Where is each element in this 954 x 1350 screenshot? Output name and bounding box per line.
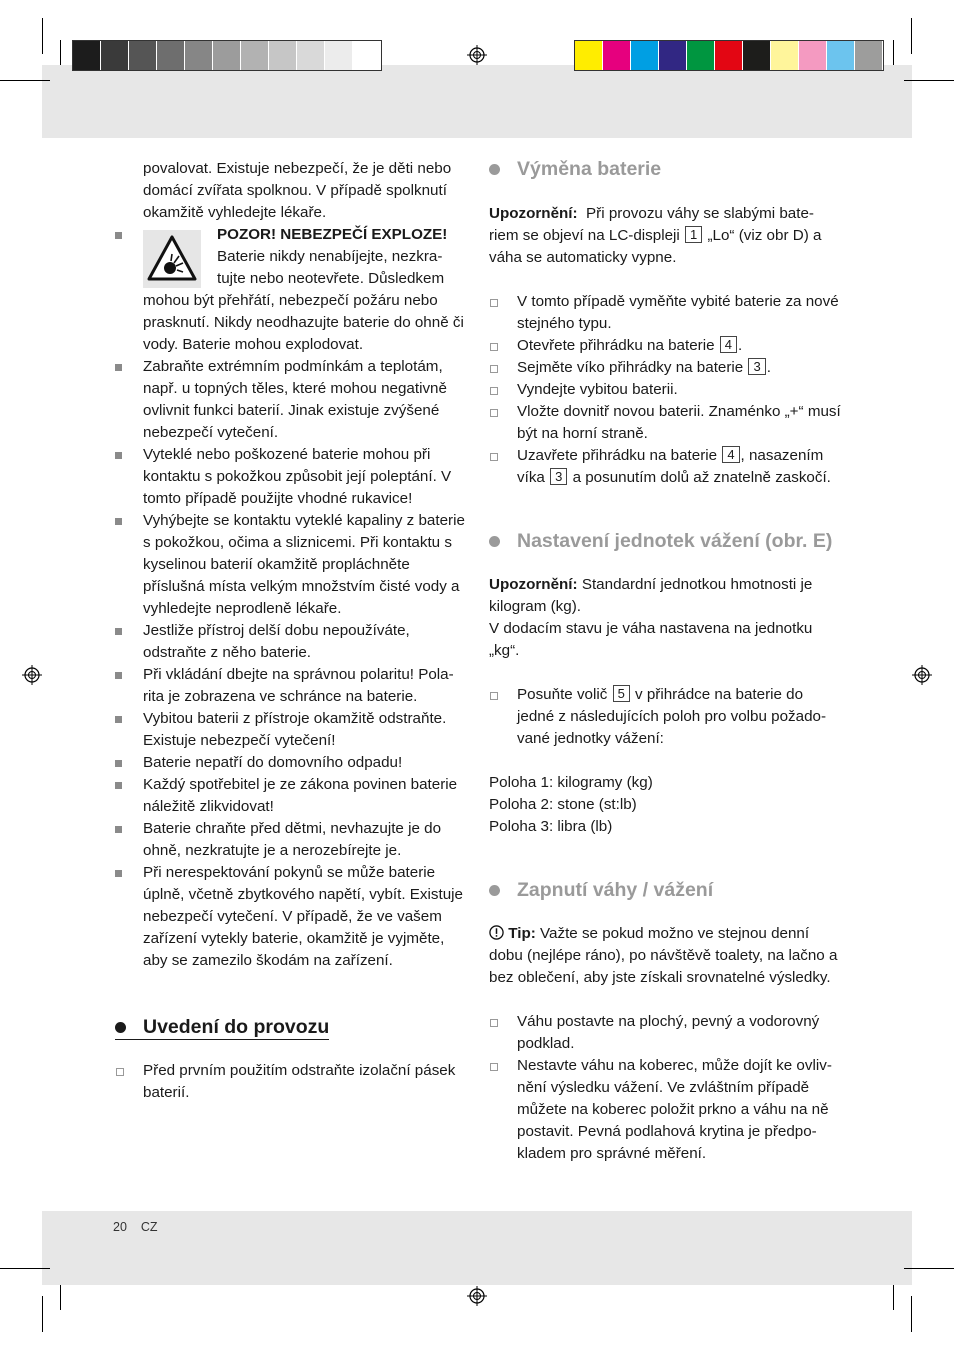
explosion-warning-icon <box>143 230 201 288</box>
step: Nestavte váhu na koberec, může dojít ke ovliv-nění výsledku vážení. Ve zvláštním případě můžete na koberec položit prkno a váhu na ně postavit. Pevná podlahová krytina je předpo-kladem pro správné měření. <box>489 1055 841 1165</box>
page-number: 20 <box>113 1220 127 1234</box>
color-swatch <box>799 41 827 70</box>
color-swatch <box>297 41 325 70</box>
crop-mark <box>60 40 61 65</box>
color-swatch <box>743 41 771 70</box>
color-swatch <box>855 41 883 70</box>
list-item: Baterie chraňte před dětmi, nevhazujte je do ohně, nezkratujte je a nerozebírejte je. <box>115 818 468 862</box>
list-item: Při nerespektování pokynů se může baterie úplně, včetně zbytkového napětí, vybít. Existuje nebezpečí vytečení. V případě, že ve vašem zařízení vytekly baterie, okamžitě je vyjměte, aby se zamezilo škodám na zařízení. <box>115 862 468 972</box>
crop-mark <box>904 80 954 81</box>
crop-mark <box>911 18 912 54</box>
step: Váhu postavte na plochý, pevný a vodorovný podklad. <box>489 1011 841 1055</box>
weighing-steps <box>489 1011 841 1165</box>
unit-position: Poloha 3: libra (lb) <box>489 818 613 835</box>
unit-positions <box>489 772 841 838</box>
gray-color-bar <box>72 40 382 71</box>
list-item: Vyhýbejte se kontaktu vyteklé kapaliny z baterie s pokožkou, očima a sliznicemi. Při kontaktu s kyselinou baterií okamžitě propláchněte příslušná místa velkým množstvím čisté vody a vyhledejte neprodleně lékaře. <box>115 510 468 620</box>
registration-mark-icon <box>467 45 487 65</box>
warning-title: POZOR! NEBEZPEČÍ EXPLOZE! <box>217 226 448 243</box>
note-battery <box>489 203 841 269</box>
color-swatch <box>603 41 631 70</box>
crop-mark <box>893 1285 894 1310</box>
list-item: Vyteklé nebo poškozené baterie mohou při kontaktu s pokožkou způsobit její poleptání. V tomto případě použijte vhodné rukavice! <box>115 444 468 510</box>
registration-mark-icon <box>912 665 932 685</box>
unit-position: Poloha 1: kilogramy (kg) <box>489 774 653 791</box>
color-swatch <box>101 41 129 70</box>
warning-block <box>115 224 468 356</box>
step: Uzavřete přihrádku na baterie 4 , nasazením víka 3 a posunutím dolů až znatelně zaskočí. <box>489 445 841 489</box>
crop-mark <box>904 1268 954 1269</box>
note-units <box>489 574 841 618</box>
exclamation-circle-icon <box>489 925 504 940</box>
registration-mark-icon <box>22 665 42 685</box>
crop-mark <box>0 1268 50 1269</box>
step: Vyndejte vybitou baterii. <box>489 379 841 401</box>
callout-ref: 4 <box>722 446 739 463</box>
warning-text: Baterie nikdy nenabíjejte, nezkra-tujte nebo neotevřete. Důsledkem <box>217 248 445 287</box>
color-swatch <box>269 41 297 70</box>
section-title-weighing: Zapnutí váhy / vážení <box>489 879 841 902</box>
note-label: Upozornění: <box>489 576 578 593</box>
crop-mark <box>893 40 894 65</box>
step: Vložte dovnitř novou baterii. Znaménko „+“ musí být na horní straně. <box>489 401 841 445</box>
crop-mark <box>0 80 50 81</box>
color-swatch <box>771 41 799 70</box>
section-title-battery-replacement: Výměna baterie <box>489 158 841 181</box>
note-text: Při provozu váhy se slabými bate-riem se objeví na LC-displeji <box>489 205 814 244</box>
crop-mark <box>42 1296 43 1332</box>
intro-text: povalovat. Existuje nebezpečí, že je děti nebo domácí zvířata spolknou. V případě spolknutí okamžitě vyhledejte lékaře. <box>143 160 452 221</box>
color-swatch <box>687 41 715 70</box>
language-code: CZ <box>140 1220 158 1234</box>
unit-position: Poloha 2: stone (st:lb) <box>489 796 637 813</box>
note-text: Standardní jednotkou hmotnosti je kilogram (kg). <box>489 576 813 615</box>
color-swatch <box>631 41 659 70</box>
list-item: Každý spotřebitel je ze zákona povinen baterie náležitě zlikvidovat! <box>115 774 468 818</box>
footer-band <box>42 1211 912 1285</box>
color-swatch <box>659 41 687 70</box>
step: V tomto případě vyměňte vybité baterie za nové stejného typu. <box>489 291 841 335</box>
tip-text: Važte se pokud možno ve stejnou denní dobu (nejlépe ráno), po návštěvě toalety, na lačno a bez oblečení, aby jste získali srovnatelné výsledky. <box>489 925 838 986</box>
list-item: Jestliže přístroj delší dobu nepoužíváte, odstraňte z něho baterie. <box>115 620 468 664</box>
color-swatch <box>325 41 353 70</box>
right-column <box>489 158 841 1165</box>
color-swatch <box>353 41 381 70</box>
cmyk-color-bar <box>574 40 884 71</box>
section-title-weighing-units: Nastavení jednotek vážení (obr. E) <box>489 530 841 553</box>
commissioning-steps <box>115 1060 468 1104</box>
color-swatch <box>213 41 241 70</box>
color-swatch <box>73 41 101 70</box>
list-item: Vybitou baterii z přístroje okamžitě odstraňte. Existuje nebezpečí vytečení! <box>115 708 468 752</box>
crop-mark <box>911 1296 912 1332</box>
list-item: Baterie nepatří do domovního odpadu! <box>115 752 468 774</box>
callout-ref: 1 <box>685 226 702 243</box>
color-swatch <box>827 41 855 70</box>
crop-mark <box>60 1285 61 1310</box>
step: Posuňte volič 5 v přihrádce na baterie do jedné z následujících poloh pro volbu požado-vané jednotky vážení: <box>489 684 841 750</box>
note-label: Upozornění: <box>489 205 578 222</box>
battery-steps <box>489 291 841 489</box>
callout-ref: 4 <box>720 336 737 353</box>
note-units-default: V dodacím stavu je váha nastavena na jednotku „kg“. <box>489 620 813 659</box>
list-item: Při vkládání dbejte na správnou polaritu! Pola-rita je zobrazena ve schránce na baterie. <box>115 664 468 708</box>
callout-ref: 3 <box>748 358 765 375</box>
note-text: „Lo“ (viz obr D) a váha se automaticky vypne. <box>489 227 822 266</box>
tip-label: Tip: <box>508 925 536 942</box>
step: Před prvním použitím odstraňte izolační pásek baterií. <box>115 1060 468 1104</box>
warning-text-continued: mohou být přehřátí, nebezpečí požáru nebo prasknutí. Nikdy neodhazujte baterie do ohně či vody. Baterie mohou explodovat. <box>143 292 464 353</box>
step: Sejměte víko přihrádky na baterie 3 . <box>489 357 841 379</box>
header-band <box>42 65 912 138</box>
callout-ref: 5 <box>613 685 630 702</box>
color-swatch <box>129 41 157 70</box>
page-footer <box>113 1220 157 1234</box>
registration-mark-icon <box>467 1286 487 1306</box>
section-title-commissioning: Uvedení do provozu <box>115 1016 468 1040</box>
color-swatch <box>241 41 269 70</box>
left-column <box>115 158 468 1104</box>
tip <box>489 923 841 989</box>
safety-list <box>115 356 468 972</box>
color-swatch <box>575 41 603 70</box>
color-swatch <box>185 41 213 70</box>
crop-mark <box>42 18 43 54</box>
color-swatch <box>157 41 185 70</box>
list-item: Zabraňte extrémním podmínkám a teplotám, např. u topných těles, které mohou negativně ovlivnit funkci baterií. Jinak existuje zvýšené nebezpečí vytečení. <box>115 356 468 444</box>
step: Otevřete přihrádku na baterie 4 . <box>489 335 841 357</box>
color-swatch <box>715 41 743 70</box>
callout-ref: 3 <box>550 468 567 485</box>
